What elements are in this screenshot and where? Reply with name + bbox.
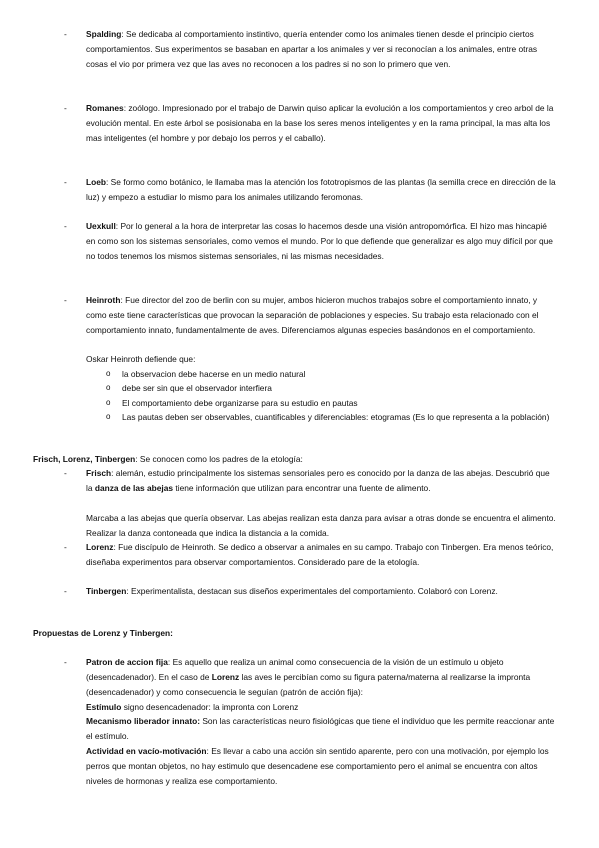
list-dash: - [64, 29, 67, 39]
list-dash: - [64, 221, 67, 231]
entry-name: Spalding [86, 29, 122, 39]
list-dash: - [64, 103, 67, 113]
bullet-icon: o [106, 412, 111, 421]
bullet-icon: o [106, 369, 111, 378]
entry-body: : Es aquello que realiza un animal como consecuencia de la visión de un estímulo u objeto (desencadenador). En el caso de [86, 657, 504, 682]
entry-text [86, 219, 558, 263]
point-text: debe ser sin que el observador interfiera [122, 383, 272, 393]
entry-body-cont: las aves le percibían como su figura paterna/materna al realizarse la impronta (desencadenador) y como consecuencia le seguían (patrón de acción fija): [86, 671, 531, 697]
entry-text [86, 293, 558, 337]
entry-name: Frisch [86, 468, 112, 478]
list-dash: - [64, 586, 67, 596]
section-heading [33, 626, 573, 641]
bullet-icon: o [106, 383, 111, 392]
entry-body: : alemán, estudio principalmente los sistemas sensoriales pero es conocido por la danza de las abejas. Descubrió que la [86, 468, 550, 493]
entry-text [86, 466, 558, 496]
section-heading [33, 452, 573, 467]
entry-name: Loeb [86, 177, 107, 187]
point-text: Las pautas deben ser observables, cuantificables y diferenciables: etogramas (Es lo que representa a la población) [122, 412, 550, 422]
entry-body: : Se dedicaba al comportamiento instintivo, quería entender como los animales tienen desde el principio ciertos comportamientos. Sus experimentos se basaban en apartar a los animales y ver si reconocían a los animales, entre otras cosas el vio por primera vez que las aves no reconocen a los padres si no son lo primero que ven. [86, 29, 538, 69]
entry-text [86, 655, 558, 699]
entry-name: Tinbergen [86, 586, 127, 596]
term-name: Mecanismo liberador innato: [86, 716, 201, 726]
section-title: Frisch, Lorenz, Tinbergen [33, 454, 136, 464]
activity-text [86, 744, 558, 788]
section-title: Propuestas de Lorenz y Tinbergen: [33, 628, 173, 638]
entry-text [86, 540, 558, 570]
entry-name: Romanes [86, 103, 124, 113]
point-text: El comportamiento debe organizarse para su estudio en pautas [122, 398, 358, 408]
entry-text [86, 101, 558, 145]
term-body: Son las características neuro fisiológicas que tiene el individuo que les permite reaccionar ante el estímulo. [86, 716, 555, 741]
list-dash: - [64, 542, 67, 552]
list-dash: - [64, 177, 67, 187]
term-body: : Es llevar a cabo una acción sin sentido aparente, pero con una motivación, por ejemplo los perros que montan objetos, no hay estimulo que desencadene ese comportamiento pero el animal se encuentra con altos niveles de hormonas y realiza ese comportamiento. [86, 746, 549, 786]
term-body: signo desencadenador: la impronta con Lorenz [121, 702, 299, 712]
entry-highlight: danza de las abejas [94, 482, 174, 493]
entry-body: : Fue director del zoo de berlin con su mujer, ambos hicieron muchos trabajos sobre el comportamiento innato, y como este tiene características que provocan la separación de poblaciones y especies. Su trabajo esta relacionado con el comportamiento innato, fundamentalmente de aves. Diferenciamos algunas especies basándonos en el comportamiento. [86, 295, 539, 335]
entry-body-cont: tiene información que utilizan para encontrar una fuente de alimento. [173, 482, 431, 493]
section-subtitle: : Se conocen como los padres de la etología: [135, 454, 303, 464]
entry-name: Lorenz [86, 542, 114, 552]
entry-name: Heinroth [86, 295, 121, 305]
mechanism-text [86, 714, 558, 744]
list-dash: - [64, 295, 67, 305]
term-name: Actividad en vacío-motivación [86, 746, 207, 756]
list-dash: - [64, 468, 67, 478]
entry-body: : Experimentalista, destacan sus diseños experimentales del comportamiento. Colaboró con Lorenz. [126, 586, 498, 596]
point-text: la observacion debe hacerse en un medio natural [122, 369, 306, 379]
entry-text [86, 27, 558, 71]
list-dash: - [64, 657, 67, 667]
stimulus-text [86, 700, 558, 715]
entry-body: : Por lo general a la hora de interpretar las cosas lo hacemos desde una visión antropomórfica. El hizo mas hincapié en como son los sistemas sensoriales, como vemos el mundo. Por lo que defiende que generalizar es algo muy difícil por que no todos tenemos los mismos sistemas sensoriales, ni las mismas necesidades. [86, 221, 553, 261]
entry-name: Uexkull [86, 221, 116, 231]
entry-body: : zoólogo. Impresionado por el trabajo de Darwin quiso aplicar la evolución a los comportamientos y creo arbol de la evolución mental. En este árbol se posisionaba en la base los seres menos inteligentes y en la rama principal, la mas alta los mas inteligentes (el hombre y por debajo los perros y el caballo). [86, 103, 554, 143]
entry-body: : Fue discípulo de Heinroth. Se dedico a observar a animales en su campo. Trabajo con Tinbergen. Era menos teórico, diseñaba experimentos para observar comportamientos. Considerado pare de la etología. [86, 542, 554, 567]
term-name: Estímulo [86, 702, 122, 712]
frisch-extra: Marcaba a las abejas que quería observar. Las abejas realizan esta danza para avisar a otras donde se encuentra el alimento. Realizar la danza contoneada que indica la distancia a la comida. [86, 513, 556, 538]
entry-name: Patron de accion fija [86, 657, 168, 667]
entry-body: : Se formo como botánico, le llamaba mas la atención los fototropismos de las plantas (la semilla crece en dirección de la luz) y empezo a estudiar lo mismo para los animales utilizando feromonas. [86, 177, 556, 202]
bullet-icon: o [106, 398, 111, 407]
entry-text [86, 584, 558, 599]
heinroth-intro: Oskar Heinroth defiende que: [86, 354, 196, 364]
entry-text [86, 175, 558, 205]
entry-highlight: Lorenz [211, 671, 240, 682]
